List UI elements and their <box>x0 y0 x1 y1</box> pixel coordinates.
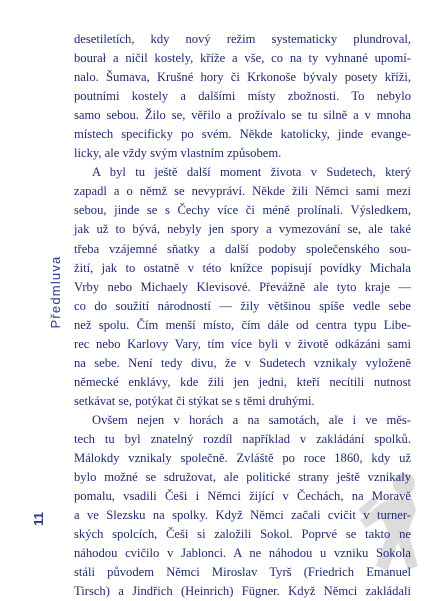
text-line: Vrby nebo Michaely Klevisové. Převážně ale tyto kraje — <box>74 279 411 294</box>
text-line: sebou, jinde se s Čechy více či méně prolínali. Výsledkem, <box>74 203 411 218</box>
text-line: na sebe. Není tedy divu, že v Sudetech vznikaly vyloženě <box>74 355 411 370</box>
text-line: než spolu. Čím menší místo, čím dále od centra typu Libe- <box>74 317 411 332</box>
section-title: Předmluva <box>48 255 63 329</box>
text-line: stáli původem Němci Miroslav Tyrš (Friedrich Emanuel <box>74 565 411 580</box>
text-line: licky, ale vždy svým vlastním způsobem. <box>74 146 282 161</box>
text-line: bylo možné se sdružovat, ale politické strany ještě vznikaly <box>74 470 411 485</box>
text-line: co do soužití národností — žily většinou spíše vedle sebe <box>74 298 411 313</box>
text-line: zapadl a o němž se nevypráví. Někde žili Němci sami mezi <box>74 184 411 199</box>
page-number: 11 <box>31 512 46 526</box>
text-line: jak už to bývá, nebyly jen spory a vymezování se, ale také <box>74 222 411 237</box>
text-line: žití, jak to ostatně v této knížce popisují povídky Michala <box>74 260 411 275</box>
paragraph-3 <box>74 411 411 601</box>
text-line: rec nebo Karlovy Vary, tím více byli v životě odkázáni sami <box>74 336 411 351</box>
text-line: německé enklávy, kde žili jen jedni, kteří necítili nutnost <box>74 374 411 389</box>
text-line: a ve Slezsku na spolky. Když Němci začali cvičit v turner- <box>74 508 411 523</box>
text-line: samo sebou. Žilo se, věřilo a prožívalo se tu silně a v mnoha <box>74 108 411 123</box>
text-line: ských spolcích, Češi si založili Sokol. Poprvé se takto ne <box>74 527 411 542</box>
text-line: poutními kostely a dalšími místy zbožnosti. To nebylo <box>74 89 411 104</box>
text-line: místech specificky po svém. Někde katolicky, jinde evange- <box>74 127 411 142</box>
body-text <box>74 30 411 601</box>
text-line: Tirsch) a Jindřich (Heinrich) Fügner. Když Němci zakládali <box>74 584 411 599</box>
text-line: Málokdy vznikaly společně. Zvláště po roce 1860, kdy už <box>74 451 411 466</box>
text-line: A byl tu ještě další moment života v Sudetech, který <box>92 165 411 180</box>
paragraph-1 <box>74 30 411 163</box>
text-line: třeba vzájemné sňatky a další podoby společenského sou- <box>74 241 411 256</box>
text-line: náhodou cvičilo v Jablonci. A ne náhodou u vzniku Sokola <box>74 546 411 561</box>
text-line: setkávat se, potýkat či stýkat se s těmi druhými. <box>74 393 315 408</box>
text-line: bourał a ničil kostely, kříže a vše, co na ty vyhnané upomí- <box>74 51 411 66</box>
paragraph-2 <box>74 163 411 411</box>
text-line: tech tu byl znatelný rozdíl například v zakládání spolků. <box>74 431 411 446</box>
text-line: pomalu, vsadili Češi i Němci žijící v Čechách, na Moravě <box>74 489 411 504</box>
text-line: Ovšem nejen v horách a na samotách, ale i ve měs- <box>92 412 411 427</box>
text-line: nalo. Šumava, Krušné hory či Krkonoše bývaly posety kříži, <box>74 70 411 85</box>
text-line: desetiletích, kdy nový režim systematicky plundroval, <box>74 32 411 46</box>
